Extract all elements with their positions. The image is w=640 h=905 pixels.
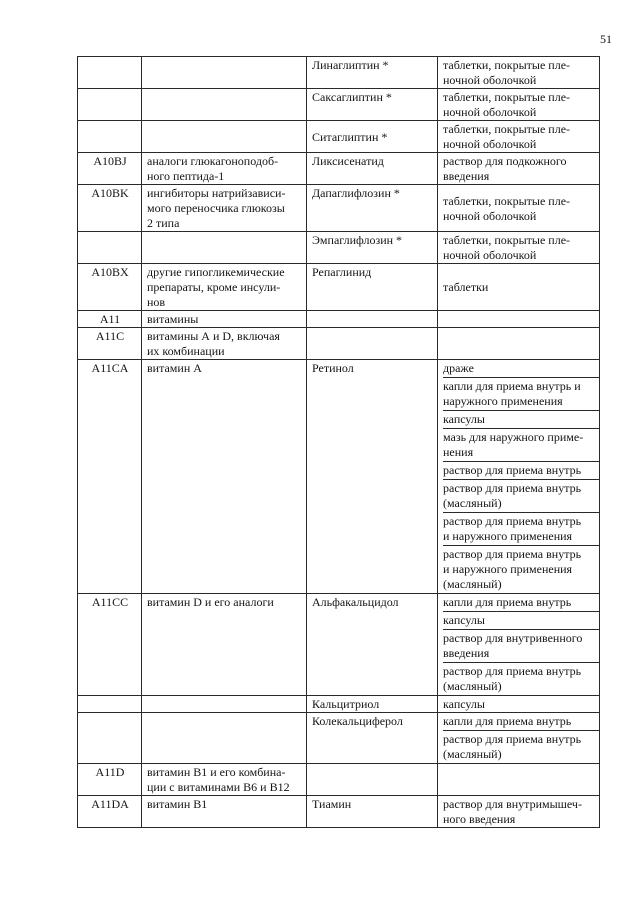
dosage-form-item xyxy=(443,360,600,378)
dosage-form-line: капли для приема внутрь xyxy=(443,595,572,609)
group-name-line: препараты, кроме инсули- xyxy=(147,280,281,294)
group-name-cell xyxy=(142,185,307,232)
dosage-form-line: раствор для приема внутрь xyxy=(443,664,582,678)
dosage-form-item xyxy=(443,411,600,429)
dosage-form-line: ночной оболочкой xyxy=(443,208,537,223)
atc-code-cell: A11D xyxy=(78,764,142,796)
table-row xyxy=(78,796,600,828)
group-name-cell xyxy=(142,57,307,89)
drug-name-cell xyxy=(307,89,438,121)
drug-name-cell xyxy=(307,696,438,713)
dosage-form-line: таблетки, покрытые пле- xyxy=(443,122,571,136)
drug-name: Саксаглиптин * xyxy=(312,90,392,104)
dosage-form-line: раствор для внутривенного xyxy=(443,631,583,645)
group-name-line: ингибиторы натрийзависи- xyxy=(147,186,286,200)
dosage-form-line: раствор для приема внутрь xyxy=(443,547,582,561)
drug-name: Дапаглифлозин * xyxy=(312,186,400,200)
group-name-cell xyxy=(142,153,307,185)
atc-code-cell xyxy=(78,89,142,121)
dosage-form-line: (масляный) xyxy=(443,496,502,510)
table-row xyxy=(78,121,600,153)
dosage-form-line: таблетки, покрытые пле- xyxy=(443,233,571,247)
group-name-cell xyxy=(142,311,307,328)
drug-name: Ликсисенатид xyxy=(312,154,384,168)
dosage-form-line: таблетки, покрытые пле- xyxy=(443,193,571,208)
dosage-form-item xyxy=(443,663,600,695)
group-name-line: витамины А и D, включая xyxy=(147,329,280,343)
atc-code-cell: A11 xyxy=(78,311,142,328)
drug-name-cell xyxy=(307,713,438,764)
dosage-form-cell xyxy=(438,121,600,153)
drug-name: Эмпаглифлозин * xyxy=(312,233,403,247)
table-row xyxy=(78,153,600,185)
dosage-form-item xyxy=(443,612,600,630)
table-row xyxy=(78,264,600,311)
dosage-form-item xyxy=(443,594,600,612)
group-name-cell xyxy=(142,360,307,594)
dosage-form-line: ночной оболочкой xyxy=(443,248,537,262)
dosage-form-line: (масляный) xyxy=(443,679,502,693)
dosage-form-line: капсулы xyxy=(443,412,485,426)
dosage-form-item xyxy=(443,462,600,480)
group-name-cell xyxy=(142,89,307,121)
dosage-form-cell xyxy=(438,185,600,232)
drug-name-cell xyxy=(307,764,438,796)
drug-name-cell xyxy=(307,121,438,153)
table-row xyxy=(78,713,600,764)
dosage-form-item xyxy=(443,378,600,411)
group-name-line: витамин А xyxy=(147,361,202,375)
drug-name: Колекальциферол xyxy=(312,714,403,728)
dosage-form-line: капли для приема внутрь xyxy=(443,714,572,728)
drug-name: Линаглиптин * xyxy=(312,58,389,72)
group-name-cell xyxy=(142,764,307,796)
drug-name: Ситаглиптин * xyxy=(312,129,388,144)
table-row xyxy=(78,764,600,796)
dosage-form-item xyxy=(443,630,600,663)
dosage-form-line: драже xyxy=(443,361,474,375)
page-number: 51 xyxy=(600,32,612,46)
group-name-cell xyxy=(142,232,307,264)
dosage-form-line: ночной оболочкой xyxy=(443,105,537,119)
dosage-form-line: ного введения xyxy=(443,812,516,826)
atc-drug-table xyxy=(77,56,600,828)
dosage-form-line: таблетки, покрытые пле- xyxy=(443,58,571,72)
drug-name-cell xyxy=(307,594,438,696)
drug-name: Кальцитриол xyxy=(312,697,380,711)
dosage-form-line: таблетки xyxy=(443,280,489,294)
dosage-form-item xyxy=(443,546,600,593)
table-row xyxy=(78,328,600,360)
atc-code-cell: A11C xyxy=(78,328,142,360)
atc-code-cell: A11CA xyxy=(78,360,142,594)
dosage-form-line: (масляный) xyxy=(443,577,502,591)
atc-code-cell: A11CC xyxy=(78,594,142,696)
group-name-cell xyxy=(142,796,307,828)
drug-name-cell xyxy=(307,311,438,328)
dosage-form-item xyxy=(443,731,600,763)
table-row xyxy=(78,360,600,594)
dosage-form-line: введения xyxy=(443,169,490,183)
drug-name-cell xyxy=(307,153,438,185)
group-name-line: другие гипогликемические xyxy=(147,265,285,279)
drug-name-cell xyxy=(307,57,438,89)
drug-name-cell xyxy=(307,264,438,311)
dosage-form-cell xyxy=(438,713,600,764)
group-name-line: нов xyxy=(147,295,166,309)
group-name-line: 2 типа xyxy=(147,216,180,230)
group-name-line: их комбинации xyxy=(147,344,225,358)
dosage-form-item xyxy=(443,429,600,462)
drug-name-cell xyxy=(307,328,438,360)
table-row xyxy=(78,311,600,328)
dosage-form-line: ночной оболочкой xyxy=(443,73,537,87)
dosage-form-cell xyxy=(438,57,600,89)
atc-code-cell: A10BJ xyxy=(78,153,142,185)
dosage-form-line: раствор для приема внутрь xyxy=(443,463,582,477)
drug-name: Репаглинид xyxy=(312,265,372,279)
group-name-cell xyxy=(142,713,307,764)
dosage-form-item xyxy=(443,513,600,546)
group-name-line: ции с витаминами B6 и B12 xyxy=(147,780,290,794)
table-body xyxy=(78,57,600,828)
table-row xyxy=(78,232,600,264)
dosage-form-line: и наружного применения xyxy=(443,562,573,576)
atc-code-cell: A11DA xyxy=(78,796,142,828)
dosage-form-cell xyxy=(438,594,600,696)
dosage-form-item xyxy=(443,713,600,731)
group-name-line: витамин B1 и его комбина- xyxy=(147,765,286,779)
drug-name: Тиамин xyxy=(312,797,352,811)
dosage-form-line: нения xyxy=(443,445,474,459)
dosage-form-cell xyxy=(438,796,600,828)
dosage-form-line: раствор для подкожного xyxy=(443,154,567,168)
dosage-form-cell xyxy=(438,311,600,328)
group-name-line: мого переносчика глюкозы xyxy=(147,201,285,215)
dosage-form-cell xyxy=(438,360,600,594)
group-name-cell xyxy=(142,264,307,311)
group-name-line: витамин D и его аналоги xyxy=(147,595,274,609)
atc-code-cell xyxy=(78,232,142,264)
dosage-form-line: и наружного применения xyxy=(443,529,573,543)
dosage-form-line: наружного применения xyxy=(443,394,563,408)
dosage-form-line: мазь для наружного приме- xyxy=(443,430,584,444)
dosage-form-line: раствор для приема внутрь xyxy=(443,481,582,495)
dosage-form-item xyxy=(443,480,600,513)
atc-code-cell xyxy=(78,57,142,89)
dosage-form-cell xyxy=(438,696,600,713)
atc-code-cell: A10BX xyxy=(78,264,142,311)
group-name-cell xyxy=(142,594,307,696)
table-row xyxy=(78,57,600,89)
dosage-form-line: капсулы xyxy=(443,613,485,627)
group-name-cell xyxy=(142,696,307,713)
dosage-form-line: раствор для внутримышеч- xyxy=(443,797,582,811)
group-name-cell xyxy=(142,121,307,153)
drug-name: Альфакальцидол xyxy=(312,595,399,609)
drug-name-cell xyxy=(307,360,438,594)
table-row xyxy=(78,696,600,713)
dosage-form-line: капли для приема внутрь и xyxy=(443,379,581,393)
dosage-form-cell xyxy=(438,89,600,121)
table-row xyxy=(78,89,600,121)
group-name-line: ного пептида-1 xyxy=(147,169,225,183)
dosage-form-line: капсулы xyxy=(443,697,485,711)
group-name-cell xyxy=(142,328,307,360)
dosage-form-cell xyxy=(438,328,600,360)
atc-code-cell: A10BK xyxy=(78,185,142,232)
dosage-form-line: (масляный) xyxy=(443,747,502,761)
drug-name-cell xyxy=(307,185,438,232)
dosage-form-cell xyxy=(438,232,600,264)
group-name-line: витамин B1 xyxy=(147,797,208,811)
dosage-form-cell xyxy=(438,153,600,185)
atc-code-cell xyxy=(78,121,142,153)
group-name-line: витамины xyxy=(147,312,199,326)
dosage-form-line: ночной оболочкой xyxy=(443,137,537,151)
group-name-line: аналоги глюкагоноподоб- xyxy=(147,154,279,168)
dosage-form-cell xyxy=(438,264,600,311)
atc-code-cell xyxy=(78,696,142,713)
table-row xyxy=(78,185,600,232)
atc-code-cell xyxy=(78,713,142,764)
table-row xyxy=(78,594,600,696)
dosage-form-line: введения xyxy=(443,646,490,660)
dosage-form-line: таблетки, покрытые пле- xyxy=(443,90,571,104)
dosage-form-line: раствор для приема внутрь xyxy=(443,732,582,746)
drug-name-cell xyxy=(307,796,438,828)
dosage-form-cell xyxy=(438,764,600,796)
drug-name: Ретинол xyxy=(312,361,354,375)
drug-name-cell xyxy=(307,232,438,264)
dosage-form-line: раствор для приема внутрь xyxy=(443,514,582,528)
